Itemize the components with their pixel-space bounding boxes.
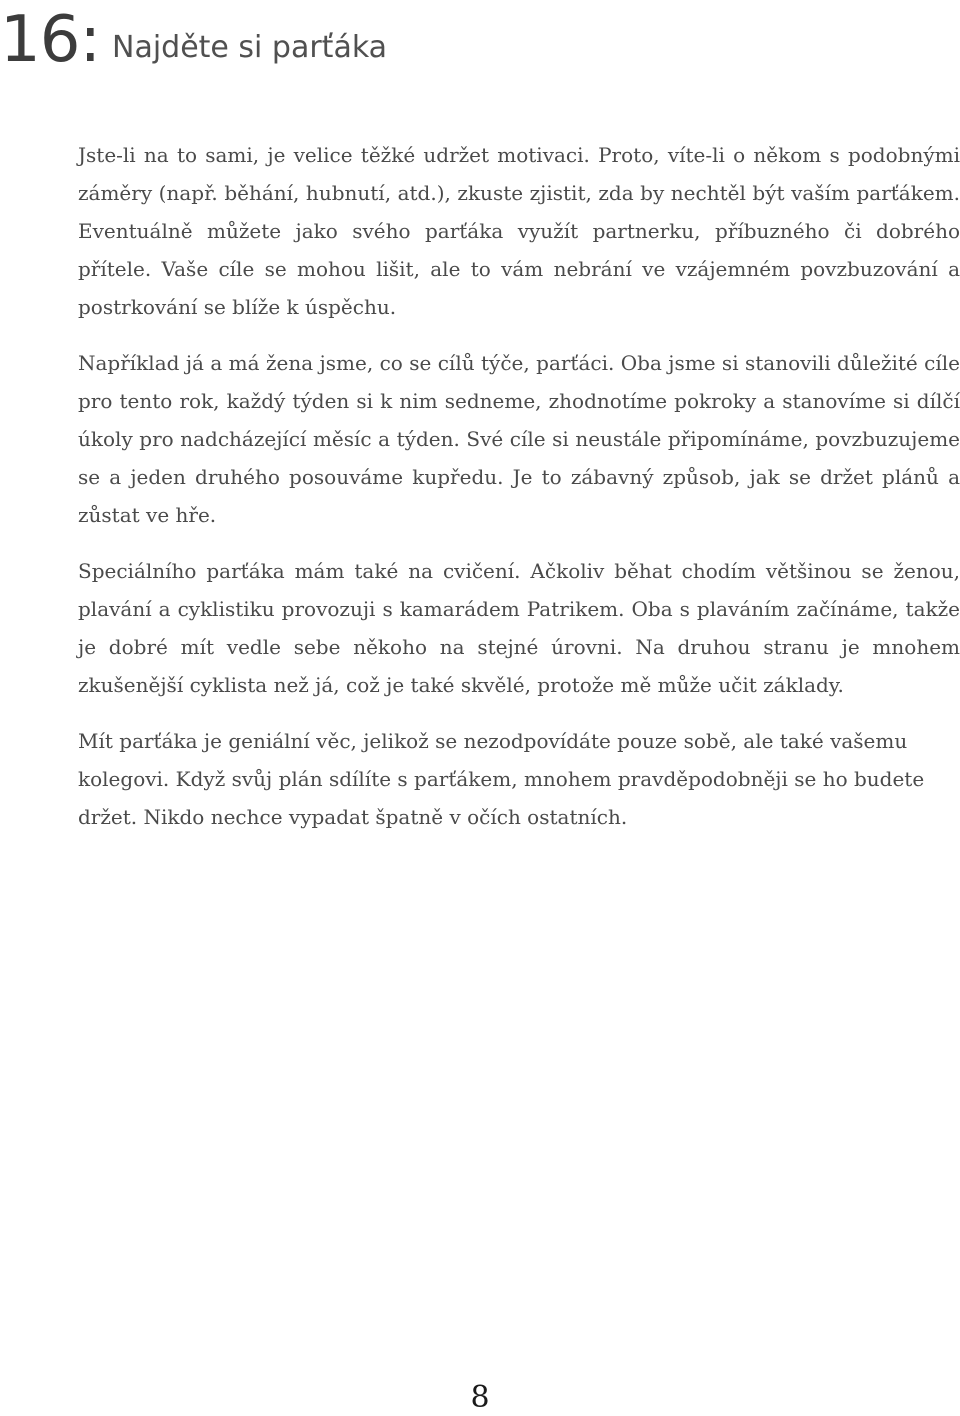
- page-number: 8: [470, 1380, 490, 1415]
- paragraph-1: Jste-li na to sami, je velice těžké udržet motivaci. Proto, víte-li o někom s podobnými záměry (např. běhání, hubnutí, atd.), zkuste zjistit, zda by nechtěl být vaším parťákem. Eventuálně můžete jako svého parťáka využít partnerku, příbuzného či dobrého přítele. Vaše cíle se mohou lišit, ale to vám nebrání ve vzájemném povzbuzování a postrkování se blíže k úspěchu.: [78, 143, 960, 319]
- paragraph-2: Například já a má žena jsme, co se cílů týče, parťáci. Oba jsme si stanovili důležité cíle pro tento rok, každý týden si k nim sedneme, zhodnotíme pokroky a stanovíme si dílčí úkoly pro nadcházející měsíc a týden. Své cíle si neustále připomínáme, povzbuzujeme se a jeden druhého posouváme kupředu. Je to zábavný způsob, jak se držet plánů a zůstat ve hře.: [78, 351, 960, 527]
- paragraph-3: Speciálního parťáka mám také na cvičení. Ačkoliv běhat chodím většinou se ženou, plavání a cyklistiku provozuji s kamarádem Patrikem. Oba s plaváním začínáme, takže je dobré mít vedle sebe někoho na stejné úrovni. Na druhou stranu je mnohem zkušenější cyklista než já, což je také skvělé, protože mě může učit základy.: [78, 559, 960, 697]
- chapter-number: 16:: [0, 3, 100, 77]
- chapter-title: Najděte si parťáka: [112, 30, 388, 65]
- body-text: [78, 136, 960, 854]
- chapter-heading: [0, 0, 387, 80]
- paragraph-4: Mít parťáka je geniální věc, jelikož se nezodpovídáte pouze sobě, ale také vašemu kolegovi. Když svůj plán sdílíte s parťákem, mnohem pravděpodobněji se ho budete držet. Nikdo nechce vypadat špatně v očích ostatních.: [78, 729, 925, 829]
